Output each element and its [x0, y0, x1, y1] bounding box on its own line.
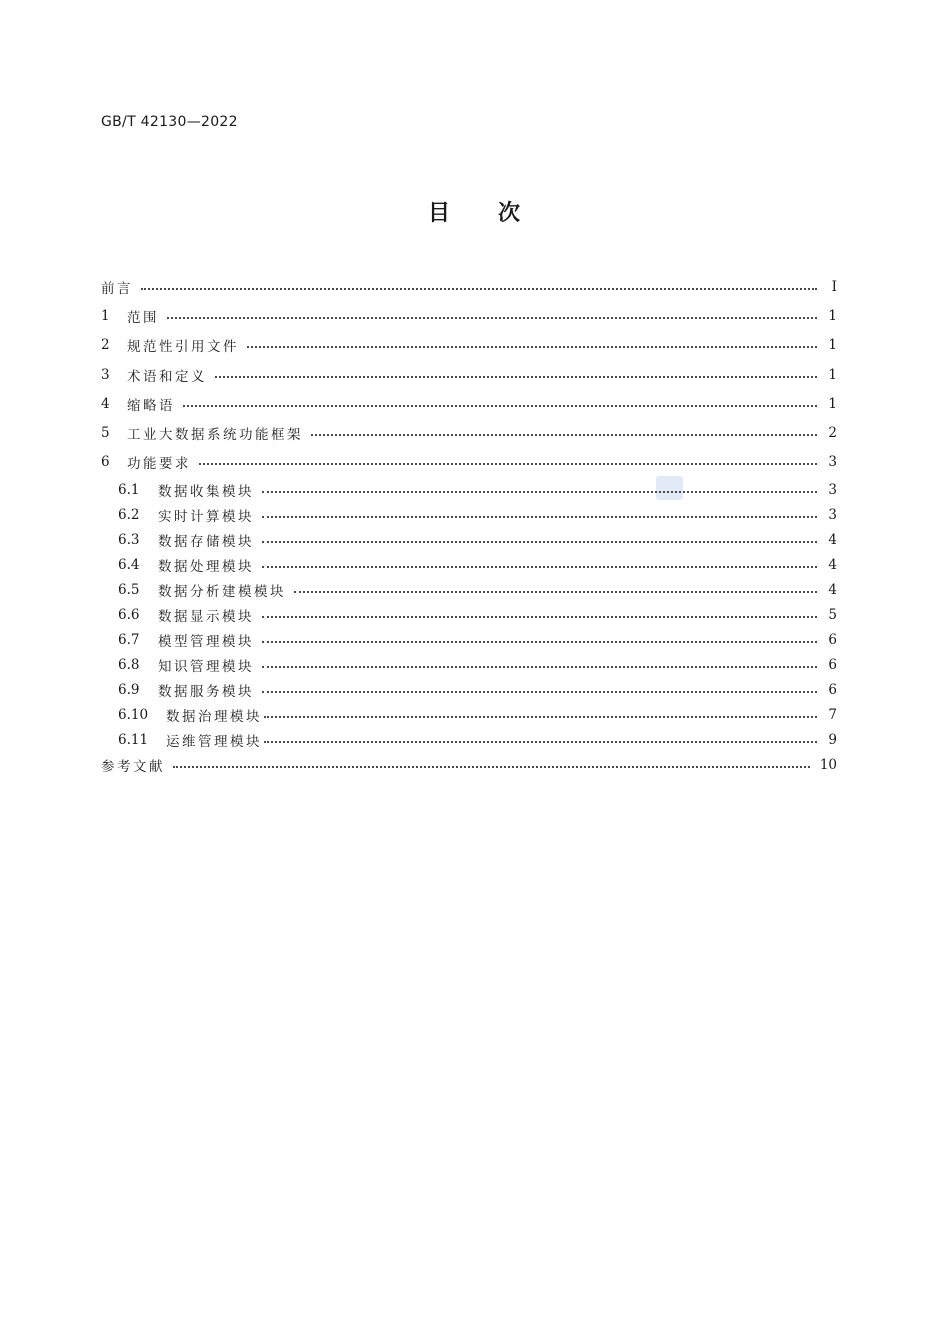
dot-leader	[262, 566, 817, 568]
toc-entry-number: 6.6	[118, 606, 140, 623]
dot-leader	[173, 766, 810, 768]
toc-entry-label: 规范性引用文件	[127, 339, 239, 356]
toc-entry-number: 4	[101, 395, 110, 412]
dot-leader	[167, 317, 817, 319]
toc-entry-page: 2	[828, 425, 837, 442]
toc-subentry[interactable]	[101, 677, 837, 702]
toc-entry-page: 3	[828, 506, 837, 523]
toc-entry[interactable]	[101, 272, 837, 301]
toc-entry-number: 6.3	[118, 531, 140, 548]
toc-subentry[interactable]	[101, 627, 837, 652]
dot-leader	[215, 376, 817, 378]
toc-entry-label: 实时计算模块	[158, 508, 254, 525]
toc-entry-label: 工业大数据系统功能框架	[127, 427, 303, 444]
toc-entry-number: 6	[101, 454, 110, 471]
toc-entry-label: 数据分析建模模块	[158, 583, 286, 600]
toc-entry-number: 6.2	[118, 506, 140, 523]
toc-subentry[interactable]	[101, 552, 837, 577]
toc-subentry[interactable]	[101, 652, 837, 677]
toc-entry-label: 数据治理模块	[166, 708, 262, 725]
toc-subentry[interactable]	[101, 727, 837, 752]
toc-subentry[interactable]	[101, 502, 837, 527]
dot-leader	[183, 405, 817, 407]
toc-entry-page: 4	[828, 531, 837, 548]
toc-entry-page: 1	[828, 307, 837, 324]
toc-entry[interactable]	[101, 448, 837, 477]
toc-entry[interactable]	[101, 752, 837, 777]
toc-entry[interactable]	[101, 389, 837, 418]
toc-entry-number: 6.11	[118, 731, 149, 748]
title-char-1: 目	[427, 201, 452, 226]
toc-entry-page: 6	[828, 681, 837, 698]
dot-leader	[264, 716, 817, 718]
dot-leader	[262, 666, 817, 668]
toc-entry-label: 数据收集模块	[158, 483, 254, 500]
toc-entry-page: 6	[828, 631, 837, 648]
toc-subentry[interactable]	[101, 702, 837, 727]
toc-entry-label: 模型管理模块	[158, 633, 254, 650]
toc-subentry[interactable]	[101, 577, 837, 602]
toc-entry-number: 3	[101, 366, 110, 383]
toc-entry-number: 5	[101, 425, 110, 442]
toc-entry[interactable]	[101, 418, 837, 447]
toc-entry-number: 6.5	[118, 581, 140, 598]
toc-entry-page: 6	[828, 656, 837, 673]
toc-entry-label: 数据存储模块	[158, 533, 254, 550]
dot-leader	[262, 541, 817, 543]
toc-entry-page: 3	[828, 481, 837, 498]
dot-leader	[199, 463, 817, 465]
title-char-2: 次	[498, 201, 523, 226]
toc-entry-page: 4	[828, 556, 837, 573]
dot-leader	[262, 691, 817, 693]
table-of-contents	[101, 272, 837, 777]
toc-entry-label: 前言	[101, 280, 133, 297]
toc-entry-page: 5	[828, 606, 837, 623]
toc-entry-label: 缩略语	[127, 397, 175, 414]
toc-entry[interactable]	[101, 360, 837, 389]
toc-entry-number: 2	[101, 337, 110, 354]
toc-entry-label: 术语和定义	[127, 368, 207, 385]
toc-entry-number: 6.9	[118, 681, 140, 698]
toc-entry-page: Ⅰ	[831, 278, 837, 295]
toc-entry-label: 运维管理模块	[166, 733, 262, 750]
toc-entry-label: 数据服务模块	[158, 683, 254, 700]
toc-subentry[interactable]	[101, 602, 837, 627]
toc-entry-label: 参考文献	[101, 758, 165, 775]
toc-entry-page: 7	[828, 706, 837, 723]
toc-entry-number: 6.7	[118, 631, 140, 648]
page-title	[0, 196, 950, 227]
dot-leader	[264, 741, 817, 743]
dot-leader	[311, 434, 817, 436]
dot-leader	[262, 641, 817, 643]
toc-entry-page: 1	[828, 366, 837, 383]
toc-entry-label: 数据显示模块	[158, 608, 254, 625]
toc-entry[interactable]	[101, 301, 837, 330]
standard-code: GB/T 42130—2022	[101, 114, 238, 130]
toc-entry-page: 9	[828, 731, 837, 748]
toc-entry-label: 功能要求	[127, 456, 191, 473]
dot-leader	[141, 288, 817, 290]
toc-entry-label: 数据处理模块	[158, 558, 254, 575]
dot-leader	[262, 616, 817, 618]
toc-entry-page: 1	[828, 395, 837, 412]
toc-entry-label: 范围	[127, 309, 159, 326]
toc-entry-page: 1	[828, 337, 837, 354]
toc-entry-number: 6.8	[118, 656, 140, 673]
toc-entry-number: 6.4	[118, 556, 140, 573]
toc-entry-number: 6.1	[118, 481, 140, 498]
toc-subentry[interactable]	[101, 527, 837, 552]
toc-entry-number: 6.10	[118, 706, 149, 723]
dot-leader	[262, 516, 817, 518]
toc-entry-number: 1	[101, 307, 110, 324]
toc-entry[interactable]	[101, 331, 837, 360]
dot-leader	[247, 346, 817, 348]
toc-entry-page: 4	[828, 581, 837, 598]
toc-entry-label: 知识管理模块	[158, 658, 254, 675]
dot-leader	[294, 591, 817, 593]
toc-subentry[interactable]	[101, 477, 837, 502]
toc-entry-page: 3	[828, 454, 837, 471]
dot-leader	[262, 491, 817, 493]
toc-entry-page: 10	[819, 756, 837, 773]
